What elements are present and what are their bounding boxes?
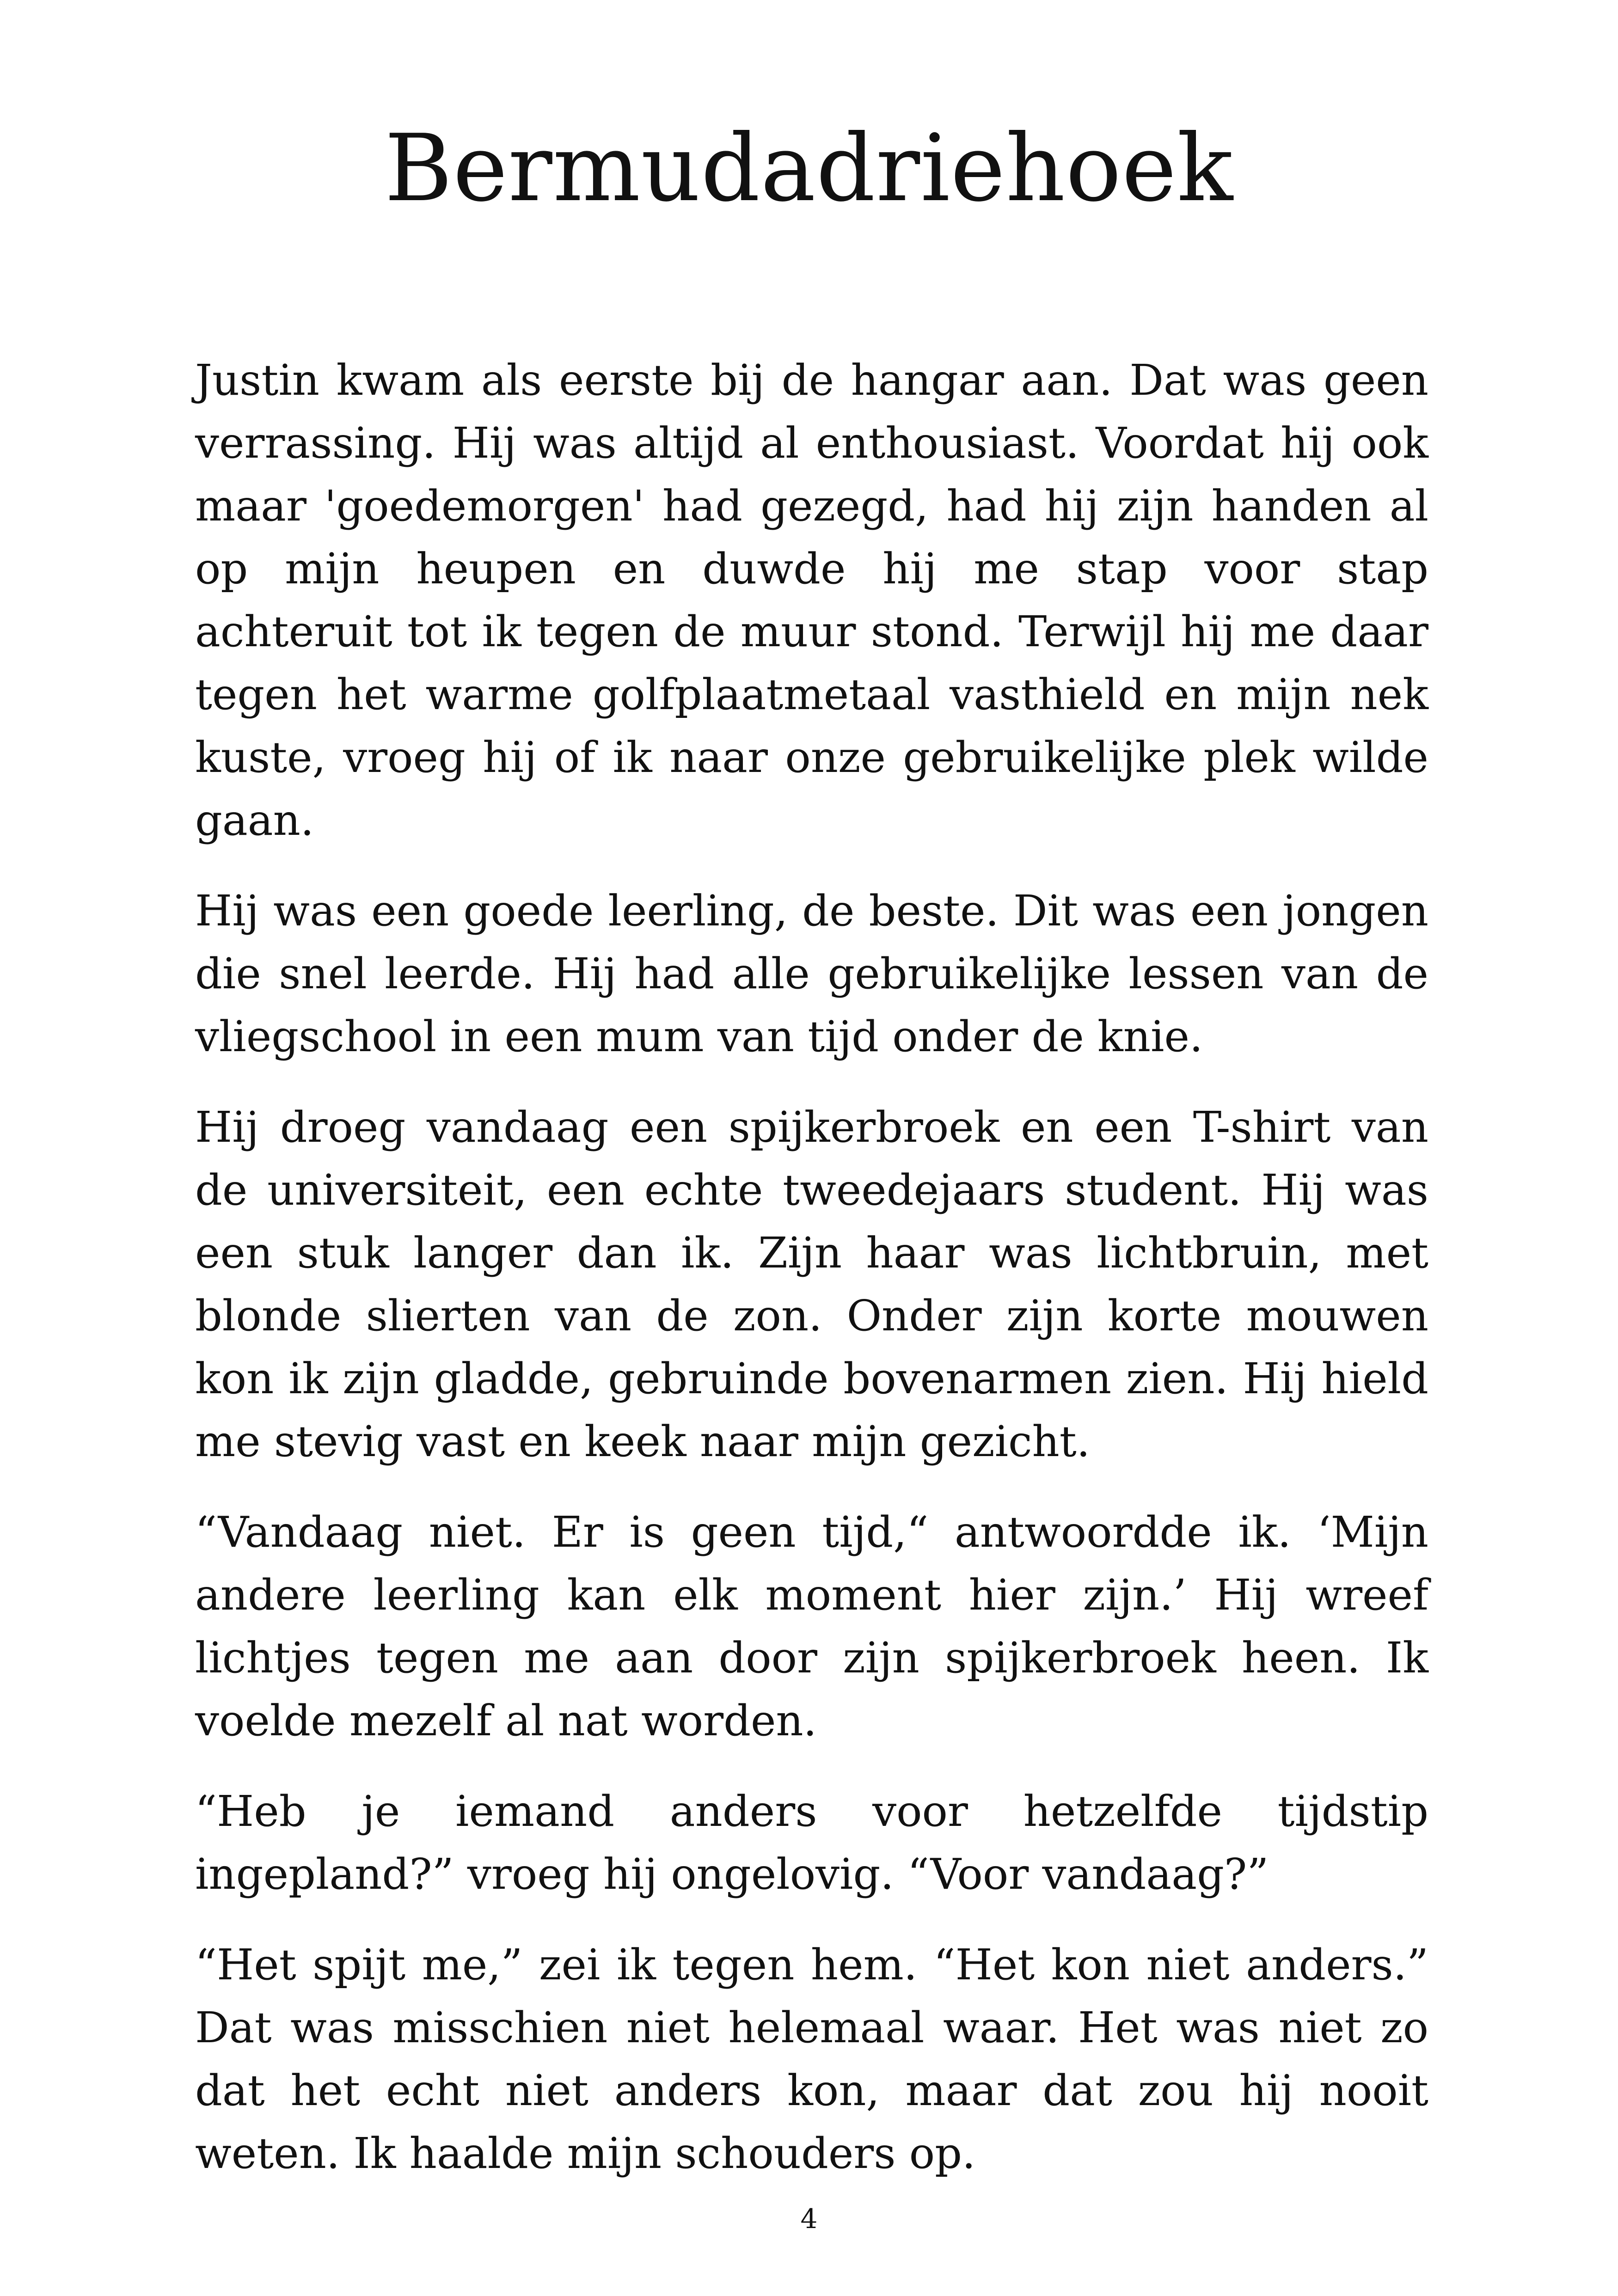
- paragraph-6: “Het spijt me,” zei ik tegen hem. “Het kon niet anders.” Dat was misschien niet helemaal waar. Het was niet zo dat het echt niet anders kon, maar dat zou hij nooit weten. Ik haalde mijn schouders op.: [195, 1940, 1428, 2178]
- body-text: [195, 349, 1428, 2213]
- paragraph-5: “Heb je iemand anders voor hetzelfde tijdstip ingepland?” vroeg hij ongelovig. “Voor vandaag?”: [195, 1787, 1428, 1899]
- paragraph-4: “Vandaag niet. Er is geen tijd,“ antwoordde ik. ‘Mijn andere leerling kan elk moment hier zijn.’ Hij wreef lichtjes tegen me aan door zijn spijkerbroek heen. Ik voelde mezelf al nat worden.: [195, 1507, 1428, 1745]
- paragraph-3: Hij droeg vandaag een spijkerbroek en een T-shirt van de universiteit, een echte tweedejaars student. Hij was een stuk langer dan ik. Zijn haar was lichtbruin, met blonde slierten van de zon. Onder zijn korte mouwen kon ik zijn gladde, gebruinde bovenarmen zien. Hij hield me stevig vast en keek naar mijn gezicht.: [195, 1102, 1428, 1466]
- page-number: 4: [800, 2203, 818, 2235]
- paragraph-2: Hij was een goede leerling, de beste. Dit was een jongen die snel leerde. Hij had alle gebruikelijke lessen van de vliegschool in een mum van tijd onder de knie.: [195, 886, 1428, 1061]
- paragraph-1: Justin kwam als eerste bij de hangar aan. Dat was geen verrassing. Hij was altijd al enthousiast. Voordat hij ook maar 'goedemorgen' had gezegd, had hij zijn handen al op mijn heupen en duwde hij me stap voor stap achteruit tot ik tegen de muur stond. Terwijl hij me daar tegen het warme golfplaatmetaal vasthield en mijn nek kuste, vroeg hij of ik naar onze gebruikelijke plek wilde gaan.: [195, 355, 1428, 845]
- chapter-title: Bermudadriehoek: [384, 115, 1234, 222]
